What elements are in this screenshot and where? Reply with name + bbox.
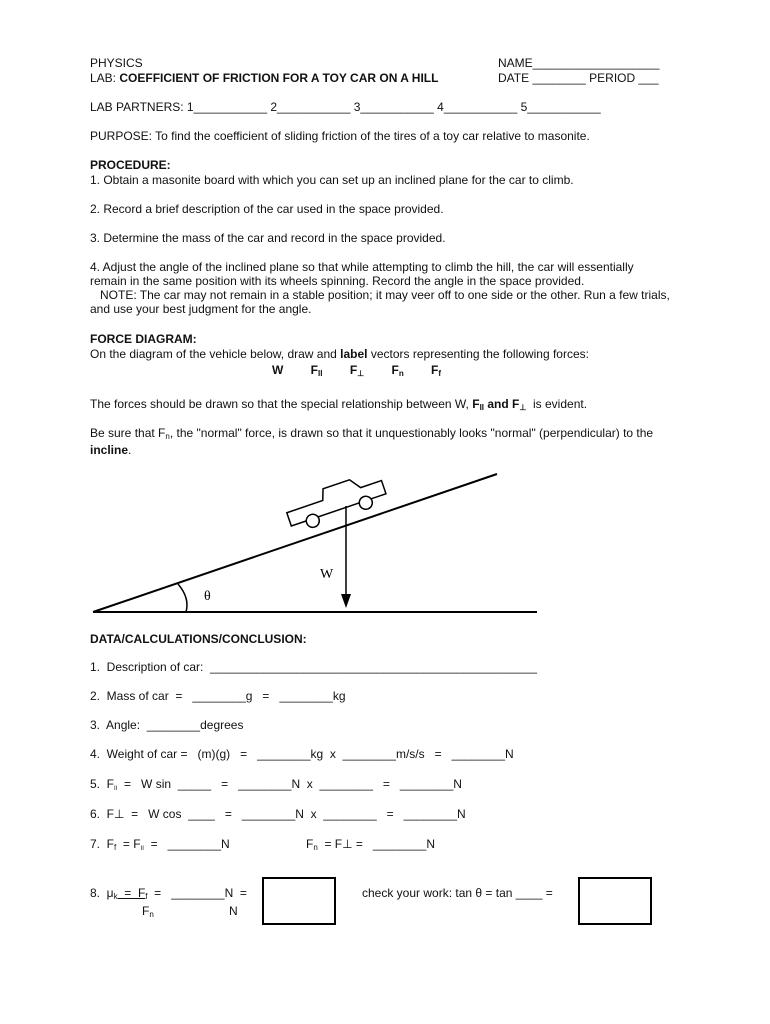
mu-denominator-unit: N — [229, 904, 238, 918]
normal-note-line-2: incline. — [90, 443, 132, 457]
check-answer-box[interactable] — [578, 877, 652, 925]
subject: PHYSICS — [90, 56, 143, 70]
force-f-parallel: $F_{II}$ — [310, 363, 323, 378]
lab-title-text: COEFFICIENT OF FRICTION FOR A TOY CAR ON A HILL — [119, 71, 439, 85]
data-line-5[interactable]: 5. $F_{II} = W$ sin _____ = ________N x ________ = ________N — [90, 777, 462, 792]
lab-partners[interactable]: LAB PARTNERS: 1___________ 2___________ 3___________ 4___________ 5___________ — [90, 100, 601, 114]
data-line-3[interactable]: 3. Angle: ________degrees — [90, 718, 244, 732]
procedure-step-2: 2. Record a brief description of the car used in the space provided. — [90, 202, 444, 216]
force-f-normal: $F_n$ — [391, 363, 404, 378]
weight-arrowhead — [341, 594, 351, 608]
date-period-line[interactable]: DATE ________ PERIOD ___ — [498, 71, 659, 85]
procedure-step-4-line-4: and use your best judgment for the angle. — [90, 302, 312, 316]
mu-denominator: $F_n$ — [142, 904, 154, 919]
data-line-6[interactable]: 6. F⊥ = W cos ____ = ________N x ________ = ________N — [90, 807, 466, 821]
force-f-perpendicular: $F_\perp$ — [349, 363, 365, 378]
data-line-7a[interactable]: 7. $F_f = F_{II}$ = ________N — [90, 837, 230, 852]
incline-line — [93, 474, 497, 612]
purpose: PURPOSE: To find the coefficient of sliding friction of the tires of a toy car relative to masonite. — [90, 129, 590, 143]
force-w: W — [272, 363, 284, 377]
data-line-8[interactable]: 8. $\mu_k = F_f$ = ________N = — [90, 886, 247, 901]
normal-note: Be sure that $F_n$, the "normal" force, is drawn so that it unquestionably looks "normal" (perpendicular) to the — [90, 426, 654, 441]
force-instruction — [90, 347, 589, 361]
force-instruction-post: vectors representing the following forces: — [367, 347, 589, 361]
angle-arc — [178, 584, 187, 612]
procedure-heading: PROCEDURE: — [90, 158, 171, 172]
relation-note: The forces should be drawn so that the special relationship between W, $F_{II}$ and $F_\perp$ is evident. — [90, 397, 588, 412]
force-list — [272, 363, 465, 381]
incline-diagram — [0, 460, 770, 630]
data-heading: DATA/CALCULATIONS/CONCLUSION: — [90, 632, 307, 646]
weight-label: W — [320, 567, 334, 582]
data-line-1[interactable]: 1. Description of car: _________________________________________________ — [90, 660, 538, 674]
angle-label: θ — [204, 589, 211, 604]
procedure-step-4-line-1: 4. Adjust the angle of the inclined plane so that while attempting to climb the hill, the car will essentially — [90, 260, 634, 274]
force-f-friction: $F_f$ — [431, 363, 442, 378]
data-line-4[interactable]: 4. Weight of car = (m)(g) = ________kg x ________m/s/s = ________N — [90, 747, 514, 761]
lab-prefix: LAB: — [90, 71, 120, 85]
procedure-step-3: 3. Determine the mass of the car and record in the space provided. — [90, 231, 446, 245]
force-diagram-heading: FORCE DIAGRAM: — [90, 332, 197, 346]
mu-answer-box[interactable] — [262, 877, 336, 925]
lab-title — [90, 71, 438, 85]
data-line-7b[interactable]: $F_n$ = F⊥ = ________N — [306, 837, 435, 852]
name-line[interactable]: NAME___________________ — [498, 56, 660, 70]
force-instruction-bold: label — [340, 347, 368, 361]
procedure-step-4-line-2: remain in the same position with its wheels spinning. Record the angle in the space provided. — [90, 274, 585, 288]
procedure-step-1: 1. Obtain a masonite board with which you can set up an inclined plane for the car to climb. — [90, 173, 574, 187]
toy-car — [283, 470, 388, 534]
data-line-2[interactable]: 2. Mass of car = ________g = ________kg — [90, 689, 346, 703]
procedure-note: NOTE: The car may not remain in a stable position; it may veer off to one side or the other. Run a few trials, — [90, 288, 670, 302]
check-work: check your work: tan θ = tan ____ = — [362, 886, 553, 900]
force-instruction-pre: On the diagram of the vehicle below, draw and — [90, 347, 341, 361]
